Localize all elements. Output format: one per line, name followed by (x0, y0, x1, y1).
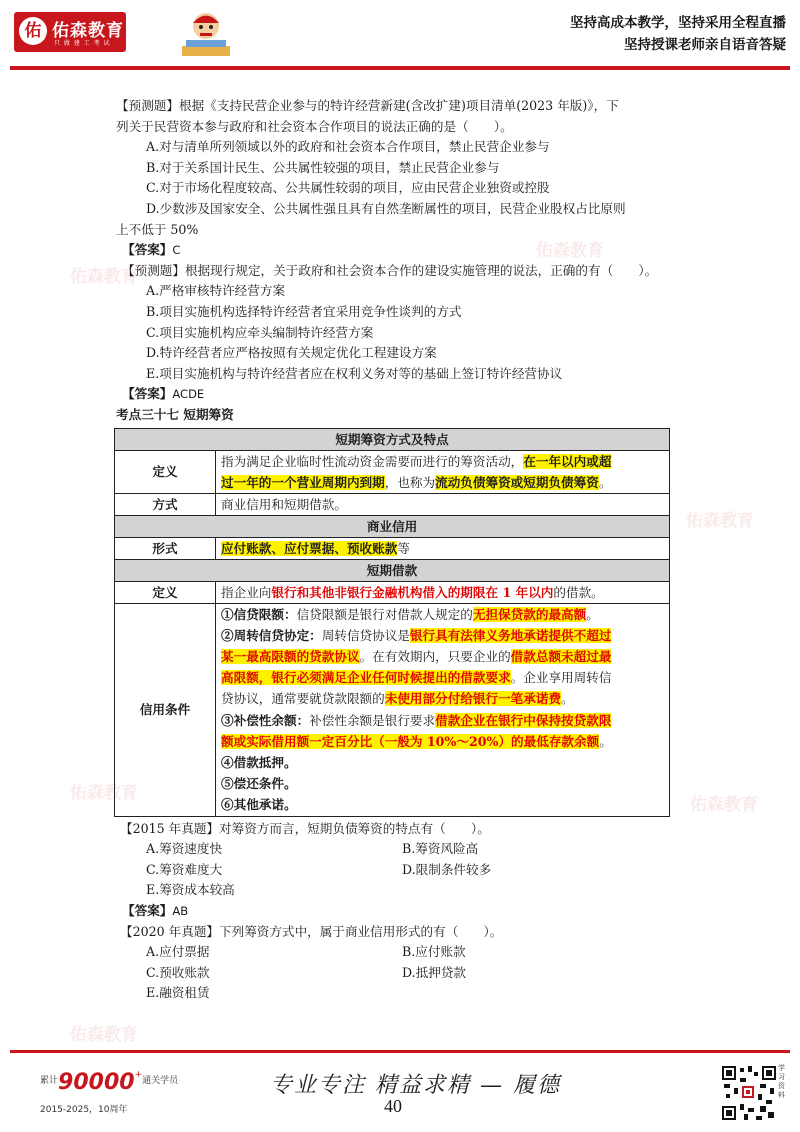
option-c: C.预收账款 (146, 964, 210, 980)
answer-label: 【答案】 (122, 386, 173, 402)
student-stat (40, 1070, 178, 1095)
emphasis: 高限额，银行必须满足企业任何时候提出的借款要求 (221, 670, 511, 686)
text: 补偿性余额是银行要求 (309, 712, 436, 728)
handwritten-motto: 专业专注 精益求精 — 履德 (270, 1073, 561, 1098)
text: 。 (599, 733, 612, 749)
footer-divider (10, 1050, 790, 1053)
option-b: B.应付账款 (402, 944, 466, 960)
table-row (115, 450, 670, 493)
header-slogan (570, 12, 786, 56)
condition-heading: ③补偿性余额： (221, 712, 310, 728)
table-row (115, 603, 670, 816)
emphasis: 借款企业在银行中保持按贷款限 (435, 712, 612, 728)
table-row (115, 559, 670, 581)
question-stem: 【2015 年真题】对筹资方而言，短期负债筹资的特点有（ ）。 (120, 820, 490, 836)
text: 。 (586, 606, 599, 622)
watermark: 佑森教育 (690, 795, 758, 815)
question-4 (122, 922, 682, 1004)
stat-plus: + (134, 1070, 143, 1080)
answer-label: 【答案】 (122, 242, 173, 258)
table-row (115, 537, 670, 559)
subsection-title: 短期借款 (115, 559, 670, 581)
answer (122, 240, 682, 261)
emphasis: 额或实际借用额一定百分比（一般为 10%～20%）的最低存款余额 (221, 733, 600, 749)
page-number: 40 (384, 1096, 402, 1116)
credit-conditions-cell (216, 603, 670, 816)
text: 信贷限额是银行对借款人规定的 (296, 606, 473, 622)
condition-heading: ⑤偿还条件。 (221, 776, 297, 792)
option-d: D.限制条件较多 (402, 861, 492, 877)
table-row (115, 493, 670, 515)
section-title: 考点三十七 短期筹资 (116, 406, 234, 422)
highlight: 流动负债筹资或短期负债筹资 (435, 474, 599, 490)
option-b: B.对于关系国计民生、公共属性较强的项目，禁止民营企业参与 (146, 159, 500, 175)
option-b: B.项目实施机构选择特许经营者宜采用竞争性谈判的方式 (146, 303, 462, 319)
option-a: A.对与清单所列领域以外的政府和社会资本合作项目，禁止民营企业参与 (146, 139, 550, 155)
table-title: 短期筹资方式及特点 (115, 428, 670, 450)
option-d: D.特许经营者应严格按照有关规定优化工程建设方案 (146, 345, 437, 361)
text: 。企业享用周转信 (510, 670, 612, 686)
subsection-title: 商业信用 (115, 515, 670, 537)
stat-number: 90000 (58, 1070, 135, 1095)
highlight: 应付账款、应付票据、预收账款 (221, 540, 398, 556)
question-2 (122, 261, 682, 405)
condition-heading: ①信贷限额： (221, 606, 297, 622)
page-footer (0, 1050, 800, 1132)
option-d: D.抵押贷款 (402, 964, 467, 980)
option-a: A.严格审核特许经营方案 (146, 283, 286, 299)
slogan-line-2: 坚持授课老师亲自语音答疑 (624, 37, 786, 53)
highlight: 在一年以内或超 (523, 453, 612, 469)
option-c: C.对于市场化程度较高、公共属性较弱的项目，应由民营企业独资或控股 (146, 180, 550, 196)
option-e: E.融资租赁 (146, 985, 210, 1001)
qr-code-icon (720, 1064, 778, 1122)
answer-value: C (172, 243, 181, 258)
emphasis: 银行和其他非银行金融机构借入的期限在 1 年以内 (271, 584, 554, 600)
row-label: 定义 (115, 581, 216, 603)
qr-label: 学习资料 (778, 1064, 785, 1099)
slogan-line-1: 坚持高成本教学，坚持采用全程直播 (570, 15, 786, 31)
mascot-icon (176, 6, 236, 60)
table-row (115, 428, 670, 450)
row-label: 信用条件 (115, 603, 216, 816)
option-d: D.少数涉及国家安全、公共属性强且具有自然垄断属性的项目，民营企业股权占比原则 (146, 200, 626, 216)
condition-heading: ④借款抵押。 (221, 754, 297, 770)
answer-value: ACDE (172, 387, 205, 402)
text: 。 (561, 691, 574, 707)
row-label: 方式 (115, 493, 216, 515)
header-divider (10, 66, 790, 70)
short-term-financing-table (114, 428, 670, 817)
option-c: C.项目实施机构应牵头编制特许经营方案 (146, 324, 374, 340)
option-e: E.项目实施机构与特许经营者应在权利义务对等的基础上签订特许经营协议 (146, 365, 563, 381)
option-a: A.筹资速度快 (146, 841, 223, 857)
question-stem: 【预测题】根据《支持民营企业参与的特许经营新建(含改扩建)项目清单(2023 年版)》，下 (116, 98, 619, 113)
watermark: 佑森教育 (536, 241, 604, 261)
option-a: A.应付票据 (146, 944, 210, 960)
page-content (116, 96, 682, 1004)
answer (122, 384, 682, 405)
row-label: 定义 (115, 450, 216, 493)
question-stem: 【预测题】根据现行规定，关于政府和社会资本合作的建设实施管理的说法，正确的有（ ）。 (122, 262, 658, 278)
option-d-continued: 上不低于 50% (116, 221, 199, 237)
condition-heading: ⑥其他承诺。 (221, 797, 297, 813)
stat-suffix: 通关学员 (142, 1076, 179, 1086)
option-row (122, 942, 682, 963)
text: ，也称为 (384, 474, 436, 490)
text: 。在有效期内，只要企业的 (359, 648, 511, 664)
stat-prefix: 累计 (40, 1076, 59, 1086)
text: 指企业向 (221, 584, 272, 600)
highlight: 过一年的一个营业周期内到期 (221, 474, 385, 490)
row-label: 形式 (115, 537, 216, 559)
text: 等 (397, 540, 410, 556)
text: 指为满足企业临时性流动资金需要而进行的筹资活动， (221, 453, 524, 469)
brand-logo (14, 12, 126, 52)
answer (122, 901, 682, 922)
text: 贷协议，通常要就贷款限额的 (221, 691, 385, 707)
option-row (122, 839, 682, 860)
question-stem: 列关于民营资本参与政府和社会资本合作项目的说法正确的是（ ）。 (116, 118, 513, 134)
condition-heading: ②周转信贷协定： (221, 627, 322, 643)
question-1 (116, 96, 682, 261)
option-c: C.筹资难度大 (146, 861, 223, 877)
text: 。 (598, 474, 612, 490)
question-3 (122, 819, 682, 922)
question-stem: 【2020 年真题】下列筹资方式中，属于商业信用形式的有（ ）。 (120, 923, 503, 939)
option-row (122, 860, 682, 881)
definition-cell (216, 450, 670, 493)
watermark: 佑森教育 (70, 783, 138, 803)
watermark: 佑森教育 (70, 267, 138, 287)
logo-name: 佑森教育 (52, 21, 124, 41)
table-row (115, 515, 670, 537)
form-cell (216, 537, 670, 559)
logo-mark: 佑 (19, 17, 47, 45)
emphasis: 未使用部分付给银行一笔承诺费 (384, 691, 562, 707)
emphasis: 某一最高限额的贷款协议 (221, 648, 360, 664)
table-row (115, 581, 670, 603)
logo-subtitle: 只 做 建 工 考 试 (54, 40, 111, 47)
option-b: B.筹资风险高 (402, 841, 479, 857)
answer-value: AB (172, 903, 189, 918)
watermark: 佑森教育 (70, 1025, 138, 1045)
option-row (122, 963, 682, 984)
page-header (0, 0, 800, 62)
method-cell: 商业信用和短期借款。 (216, 493, 670, 515)
watermark: 佑森教育 (686, 511, 754, 531)
emphasis: 借款总额未超过最 (510, 648, 612, 664)
stat-years: 2015-2025，10周年 (40, 1105, 128, 1115)
text: 周转信贷协议是 (321, 627, 410, 643)
loan-definition-cell (216, 581, 670, 603)
emphasis: 银行具有法律义务地承诺提供不超过 (409, 627, 612, 643)
answer-label: 【答案】 (122, 902, 173, 918)
option-e: E.筹资成本较高 (146, 882, 235, 898)
emphasis: 无担保贷款的最高额 (472, 606, 587, 622)
text: 的借款。 (553, 584, 604, 600)
